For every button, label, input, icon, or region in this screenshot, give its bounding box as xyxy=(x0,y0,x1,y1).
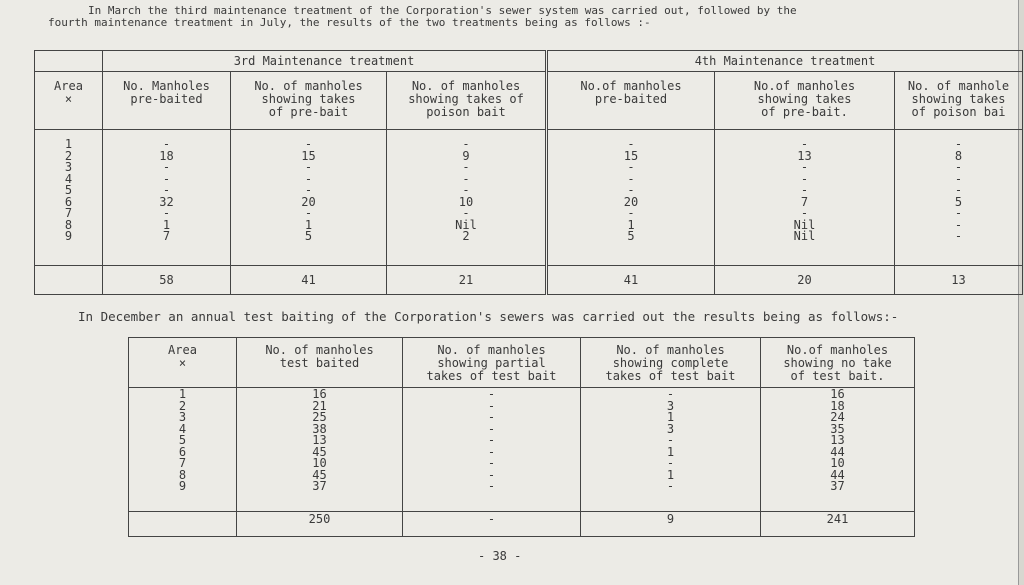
table-cell: 13 xyxy=(312,433,327,447)
data-column xyxy=(547,130,715,266)
table-cell: - xyxy=(304,137,313,151)
header-line: showing complete xyxy=(612,356,729,370)
table-cell: - xyxy=(666,456,675,470)
header-line: × xyxy=(64,92,73,106)
table-cell: 16 xyxy=(312,387,327,401)
total-cell: 13 xyxy=(895,266,1023,295)
table-cell: 1 xyxy=(178,387,187,401)
table-cell: - xyxy=(462,183,470,197)
header-line: showing takes xyxy=(911,92,1006,106)
header-line: No. of manhole xyxy=(907,79,1010,93)
table-cell: - xyxy=(162,183,171,197)
data-column xyxy=(761,388,915,512)
header-line: of test bait. xyxy=(790,369,885,383)
table-cell: 1 xyxy=(162,217,171,232)
table-cell: 2 xyxy=(178,398,187,413)
data-column xyxy=(715,130,895,266)
total-cell: 20 xyxy=(715,266,895,295)
table-cell: - xyxy=(462,206,470,220)
header-line: showing takes xyxy=(757,92,852,106)
table-cell: - xyxy=(800,171,809,186)
total-cell xyxy=(129,512,237,537)
column-header xyxy=(715,72,895,130)
table-cell: 2 xyxy=(64,148,73,163)
table-cell: 10 xyxy=(458,194,474,209)
table-cell: - xyxy=(487,421,496,436)
blank-group-cell xyxy=(35,51,103,72)
table-cell: 44 xyxy=(830,444,845,459)
table-cell: - xyxy=(954,171,963,186)
table-cell: - xyxy=(487,410,496,424)
table-cell: - xyxy=(487,398,496,413)
table-cell: 5 xyxy=(627,229,635,243)
table-cell: 15 xyxy=(623,148,639,163)
table-cell: 38 xyxy=(312,421,327,436)
header-line: No.of manholes xyxy=(786,343,889,357)
table-cell: - xyxy=(954,183,963,197)
table-cell: 21 xyxy=(312,398,327,413)
column-header xyxy=(237,338,403,388)
table-cell: 7 xyxy=(178,456,187,470)
table-cell: 37 xyxy=(312,479,327,493)
table-cell: - xyxy=(954,206,963,220)
table-cell: - xyxy=(487,387,496,401)
table-cell: - xyxy=(954,137,963,151)
table-cell: 13 xyxy=(830,433,845,447)
table-cell: 32 xyxy=(159,194,174,209)
total-cell: 9 xyxy=(581,512,761,537)
table-cell: 44 xyxy=(830,467,845,482)
data-column xyxy=(237,388,403,512)
data-column xyxy=(387,130,547,266)
table-cell: 3 xyxy=(178,410,187,424)
total-cell: - xyxy=(403,512,581,537)
header-line: No. of manholes xyxy=(265,343,374,357)
page-number: - 38 - xyxy=(478,549,522,563)
table-cell: - xyxy=(304,160,313,174)
total-cell xyxy=(35,266,103,295)
table-cell: 8 xyxy=(64,217,73,232)
table-cell: 1 xyxy=(64,137,73,151)
table-cell: 20 xyxy=(623,194,639,209)
table-cell: - xyxy=(800,183,809,197)
header-line: No. of manholes xyxy=(437,343,546,357)
total-cell: 250 xyxy=(237,512,403,537)
data-column xyxy=(403,388,581,512)
table-cell: 24 xyxy=(830,410,845,424)
table-cell: - xyxy=(487,479,496,493)
intro-line-1: In March the third maintenance treatment of the Corporation's sewer system was carried out, followed by the xyxy=(88,4,797,17)
table-cell: - xyxy=(627,183,635,197)
maintenance-treatment-table xyxy=(34,50,1023,295)
table-cell: - xyxy=(487,467,496,482)
header-line: of pre-bait xyxy=(268,105,349,119)
table-cell: 7 xyxy=(800,194,809,209)
column-header xyxy=(761,338,915,388)
header-line: No. of manholes xyxy=(616,343,725,357)
table-cell: 1 xyxy=(304,217,313,232)
data-column xyxy=(35,130,103,266)
header-line: No.of manholes xyxy=(753,79,856,93)
table-cell: Nil xyxy=(455,217,477,232)
group-header-4th: 4th Maintenance treatment xyxy=(547,51,1023,72)
table-cell: 4 xyxy=(178,421,187,436)
december-paragraph: In December an annual test baiting of the Corporation's sewers was carried out the results being as follows:- xyxy=(78,309,899,324)
table-cell: 1 xyxy=(666,467,675,482)
table-cell: 35 xyxy=(830,421,845,436)
table-cell: 18 xyxy=(830,398,845,413)
total-cell: 241 xyxy=(761,512,915,537)
data-column xyxy=(129,388,237,512)
table-cell: - xyxy=(162,160,171,174)
header-line: × xyxy=(178,356,187,370)
table-cell: - xyxy=(666,433,675,447)
column-header xyxy=(35,72,103,130)
header-line: No. Manholes xyxy=(123,79,210,93)
group-header-3rd: 3rd Maintenance treatment xyxy=(103,51,547,72)
table-cell: - xyxy=(627,160,635,174)
table-cell: - xyxy=(800,206,809,220)
table-cell: - xyxy=(162,206,171,220)
table-cell: - xyxy=(800,160,809,174)
table-cell: 3 xyxy=(666,421,675,436)
table-cell: 5 xyxy=(178,433,187,447)
table-cell: Nil xyxy=(793,217,816,232)
column-header xyxy=(581,338,761,388)
table-cell: 7 xyxy=(162,229,171,243)
intro-paragraph xyxy=(48,5,978,29)
table-cell: - xyxy=(954,217,963,232)
table-cell: - xyxy=(800,137,809,151)
intro-line-2: fourth maintenance treatment in July, the results of the two treatments being as follows :- xyxy=(48,16,651,29)
table-cell: 20 xyxy=(301,194,316,209)
header-line: showing no take xyxy=(783,356,892,370)
table-cell: - xyxy=(304,206,313,220)
table-cell: - xyxy=(162,171,171,186)
table-cell: 5 xyxy=(64,183,73,197)
table-cell: - xyxy=(304,183,313,197)
total-cell: 41 xyxy=(547,266,715,295)
table-cell: - xyxy=(304,171,313,186)
header-line: takes of test bait xyxy=(605,369,736,383)
table-cell: 2 xyxy=(462,229,470,243)
header-line: showing partial xyxy=(437,356,546,370)
table-cell: - xyxy=(462,137,470,151)
table-cell: 9 xyxy=(178,479,187,493)
table-cell: 15 xyxy=(301,148,316,163)
header-line: Area xyxy=(54,79,83,93)
column-header xyxy=(231,72,387,130)
column-header xyxy=(387,72,547,130)
table-cell: - xyxy=(666,479,675,493)
header-line: of pre-bait. xyxy=(761,105,848,119)
table-cell: 18 xyxy=(159,148,174,163)
table-cell: 45 xyxy=(312,444,327,459)
header-line: of poison bai xyxy=(911,105,1006,119)
table-cell: - xyxy=(954,229,963,243)
table-cell: - xyxy=(162,137,171,151)
table-cell: 10 xyxy=(312,456,327,470)
header-line: Area xyxy=(168,343,197,357)
header-line: pre-baited xyxy=(130,92,203,106)
table-cell: Nil xyxy=(793,229,816,243)
table-cell: 5 xyxy=(304,229,313,243)
table-cell: 1 xyxy=(666,410,675,424)
column-header xyxy=(129,338,237,388)
column-header xyxy=(547,72,715,130)
table-cell: 6 xyxy=(178,444,187,459)
header-line: test baited xyxy=(279,356,360,370)
header-line: showing takes xyxy=(261,92,356,106)
table-cell: 6 xyxy=(64,194,73,209)
table-cell: - xyxy=(627,171,635,186)
table-cell: 25 xyxy=(312,410,327,424)
table-cell: 10 xyxy=(830,456,845,470)
table-cell: 7 xyxy=(64,206,73,220)
table-cell: - xyxy=(666,387,675,401)
table-cell: 37 xyxy=(830,479,845,493)
table-cell: 13 xyxy=(797,148,812,163)
table-cell: - xyxy=(487,433,496,447)
table-cell: 8 xyxy=(178,467,187,482)
table-cell: - xyxy=(627,137,635,151)
table-cell: - xyxy=(462,160,470,174)
test-baiting-table xyxy=(128,337,915,537)
column-header xyxy=(403,338,581,388)
table-cell: 9 xyxy=(462,148,470,163)
table-cell: 8 xyxy=(954,148,963,163)
table-cell: 1 xyxy=(666,444,675,459)
table-cell: 16 xyxy=(830,387,845,401)
total-cell: 58 xyxy=(103,266,231,295)
header-line: No. of manholes xyxy=(411,79,521,93)
header-line: takes of test bait xyxy=(426,369,557,383)
header-line: showing takes of xyxy=(408,92,524,106)
data-column xyxy=(581,388,761,512)
table-cell: 3 xyxy=(64,160,73,174)
table-cell: 1 xyxy=(627,217,635,232)
table-cell: 45 xyxy=(312,467,327,482)
data-column xyxy=(231,130,387,266)
column-header xyxy=(103,72,231,130)
header-line: No.of manholes xyxy=(580,79,682,93)
table-cell: - xyxy=(627,206,635,220)
data-column xyxy=(895,130,1023,266)
table-cell: - xyxy=(462,171,470,186)
total-cell: 41 xyxy=(231,266,387,295)
header-line: poison bait xyxy=(426,105,506,119)
column-header xyxy=(895,72,1023,130)
table-cell: 4 xyxy=(64,171,73,186)
header-line: pre-baited xyxy=(594,92,668,106)
table-cell: - xyxy=(954,160,963,174)
table-cell: 9 xyxy=(64,229,73,243)
total-cell: 21 xyxy=(387,266,547,295)
table-cell: 5 xyxy=(954,194,963,209)
data-column xyxy=(103,130,231,266)
header-line: No. of manholes xyxy=(254,79,363,93)
table-cell: 3 xyxy=(666,398,675,413)
table-cell: - xyxy=(487,456,496,470)
table-cell: - xyxy=(487,444,496,459)
